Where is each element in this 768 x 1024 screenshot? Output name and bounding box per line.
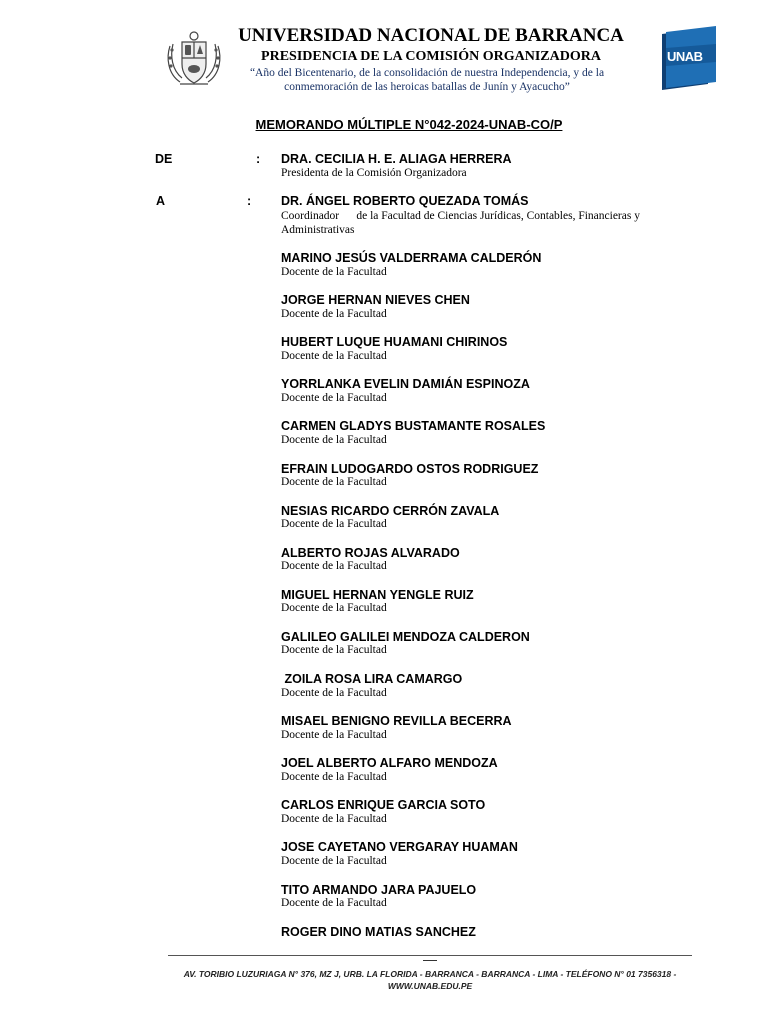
recipient-role: Docente de la Facultad <box>281 602 387 615</box>
university-name: UNIVERSIDAD NACIONAL DE BARRANCA <box>238 25 624 46</box>
year-motto: “Año del Bicentenario, de la consolidación de nuestra Independencia, y de la conmemoración de las heroicas batallas de Junín y Ayacucho” <box>249 67 605 93</box>
recipient-name: NESIAS RICARDO CERRÓN ZAVALA <box>281 503 500 518</box>
recipient-role: Docente de la Facultad <box>281 476 387 488</box>
recipient-role: Docente de la Facultad <box>281 728 387 741</box>
recipient-name: HUBERT LUQUE HUAMANI CHIRINOS <box>281 335 508 350</box>
recipient-name: YORRLANKA EVELIN DAMIÁN ESPINOZA <box>281 377 530 392</box>
recipient-name: EFRAIN LUDOGARDO OSTOS RODRIGUEZ <box>281 461 539 476</box>
recipient-role: Docente de la Facultad <box>281 644 387 657</box>
logo-wordmark: UNAB <box>667 49 703 64</box>
footer-address: AV. TORIBIO LUZURIAGA N° 376, MZ J, URB. LA FLORIDA - BARRANCA - BARRANCA - LIMA - TELÉFONO N° 01 7356318 - <box>183 969 677 979</box>
recipient-role: Docente de la Facultad <box>281 433 387 446</box>
recipient-role: Docente de la Facultad <box>281 686 387 699</box>
recipient-role: Docente de la Facultad <box>281 391 387 404</box>
recipient-name: MISAEL BENIGNO REVILLA BECERRA <box>281 714 512 729</box>
recipient-name: CARLOS ENRIQUE GARCIA SOTO <box>281 798 486 813</box>
recipient-role: Docente de la Facultad <box>281 897 387 909</box>
memo-title: MEMORANDO MÚLTIPLE N°042-2024-UNAB-CO/P <box>255 117 563 132</box>
recipient-name: MIGUEL HERNAN YENGLE RUIZ <box>281 587 474 602</box>
recipient-name: JOSE CAYETANO VERGARAY HUAMAN <box>281 840 518 855</box>
to-first-name: DR. ÁNGEL ROBERTO QUEZADA TOMÁS <box>281 194 529 208</box>
recipient-role: Docente de la Facultad <box>281 518 387 531</box>
footer-mark <box>423 960 437 961</box>
recipient-name: CARMEN GLADYS BUSTAMANTE ROSALES <box>281 419 546 434</box>
recipient-role: Docente de la Facultad <box>281 854 387 867</box>
presidency-title: PRESIDENCIA DE LA COMISIÓN ORGANIZADORA <box>261 49 601 64</box>
from-name: DRA. CECILIA H. E. ALIAGA HERRERA <box>281 152 512 166</box>
recipient-name: ROGER DINO MATIAS SANCHEZ <box>281 924 476 939</box>
from-label: DE <box>155 152 173 166</box>
to-colon: : <box>247 194 252 208</box>
recipient-name: JORGE HERNAN NIEVES CHEN <box>281 293 470 308</box>
recipient-role: Docente de la Facultad <box>281 812 387 825</box>
recipient-name: MARINO JESÚS VALDERRAMA CALDERÓN <box>281 251 542 265</box>
recipient-name: ALBERTO ROJAS ALVARADO <box>281 545 460 560</box>
footer-divider <box>168 955 692 956</box>
recipient-role: Docente de la Facultad <box>281 770 387 783</box>
recipient-name: GALILEO GALILEI MENDOZA CALDERON <box>281 629 530 644</box>
from-colon: : <box>256 152 261 166</box>
recipient-name: JOEL ALBERTO ALFARO MENDOZA <box>281 756 498 771</box>
recipient-name: TITO ARMANDO JARA PAJUELO <box>281 882 477 897</box>
to-label: A <box>156 194 166 208</box>
footer-website: WWW.UNAB.EDU.PE <box>387 981 473 991</box>
to-first-role: Coordinador de la Facultad de Ciencias Jurídicas, Contables, Financieras y Administrativas <box>281 210 640 236</box>
recipient-name: ZOILA ROSA LIRA CAMARGO <box>281 672 463 686</box>
recipient-role: Docente de la Facultad <box>281 265 387 278</box>
recipient-role: Docente de la Facultad <box>281 307 387 320</box>
recipient-role: Docente de la Facultad <box>281 560 387 573</box>
recipient-role: Docente de la Facultad <box>281 349 387 362</box>
from-role: Presidenta de la Comisión Organizadora <box>281 167 467 179</box>
